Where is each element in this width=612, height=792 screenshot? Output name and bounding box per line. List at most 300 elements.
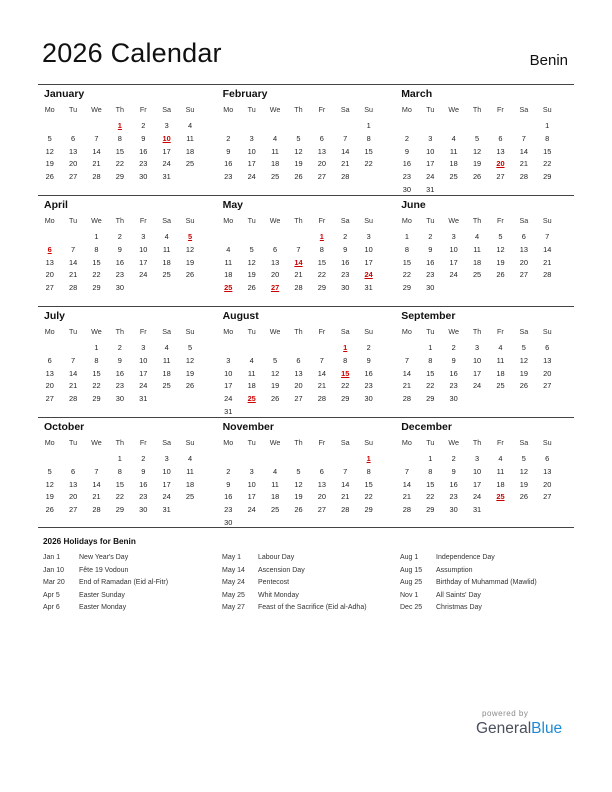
day-cell: 22 [341, 381, 350, 391]
day-cell: 10 [139, 244, 148, 254]
day-cell: 30 [341, 283, 350, 293]
empty-day-cell [512, 282, 535, 295]
day-cell: 15 [92, 368, 101, 378]
day-cell: 24 [162, 159, 171, 169]
day-cell: 6 [521, 232, 526, 241]
day-cell: 21 [519, 159, 528, 169]
holidays-column [222, 552, 367, 615]
day-cell: 30 [139, 505, 148, 515]
logo-part-blue: Blue [531, 720, 563, 737]
month-name: April [44, 199, 68, 211]
holiday-name: Assumption [436, 566, 473, 574]
day-cell: 29 [317, 283, 326, 293]
day-cell: 3 [249, 133, 254, 143]
month-days [395, 453, 559, 517]
day-cell: 3 [474, 343, 480, 352]
week-row [217, 133, 381, 146]
day-cell: 14 [519, 146, 528, 156]
day-cell: 19 [45, 492, 54, 502]
month-days [217, 231, 381, 295]
weekday-label: Su [542, 438, 552, 447]
month-days [217, 453, 381, 530]
day-cell: 25 [162, 270, 171, 280]
day-cell: 7 [94, 133, 99, 143]
month-days [395, 231, 559, 295]
day-cell: 16 [224, 492, 233, 502]
calendar-grid [38, 84, 574, 528]
day-cell: 23 [139, 159, 148, 169]
week-row [217, 380, 381, 393]
month-name: August [222, 310, 259, 322]
holiday-name: Easter Monday [79, 604, 127, 612]
day-cell: 19 [294, 492, 303, 502]
day-cell: 17 [364, 257, 373, 267]
week-row [395, 453, 559, 466]
weekday-label: Th [472, 327, 482, 336]
day-cell: 6 [319, 466, 324, 476]
day-cell: 21 [402, 381, 411, 391]
week-row [38, 257, 202, 270]
weekday-label: Su [364, 105, 374, 114]
day-cell: 7 [71, 355, 76, 365]
weekday-header [395, 327, 559, 336]
day-cell: 24 [426, 172, 435, 182]
day-cell: 7 [296, 244, 301, 254]
day-cell: 21 [92, 492, 101, 502]
day-cell: 23 [449, 492, 458, 502]
day-cell: 29 [426, 394, 435, 404]
day-cell: 12 [496, 244, 505, 254]
empty-day-cell [512, 504, 535, 517]
day-cell: 2 [428, 232, 433, 241]
day-cell: 9 [117, 244, 122, 254]
day-cell: 21 [402, 492, 411, 502]
day-cell: 13 [45, 368, 54, 378]
holiday-name: All Saints' Day [436, 591, 481, 599]
day-cell: 27 [45, 394, 54, 404]
holiday-day: 5 [187, 232, 193, 241]
day-cell: 6 [319, 133, 324, 143]
holiday-item [43, 552, 168, 565]
day-cell: 21 [317, 381, 326, 391]
day-cell: 17 [139, 368, 148, 378]
day-cell: 16 [449, 479, 458, 489]
day-cell: 3 [428, 133, 433, 143]
holiday-item [43, 565, 168, 578]
weekday-label: Su [185, 438, 195, 447]
empty-day-cell [85, 120, 108, 133]
day-cell: 12 [472, 146, 482, 156]
weekday-header [395, 105, 559, 114]
day-cell: 26 [185, 270, 195, 280]
week-row [217, 146, 381, 159]
month-days [395, 342, 559, 406]
weekday-label: Th [472, 216, 482, 225]
day-cell: 6 [273, 244, 278, 254]
day-cell: 26 [519, 381, 528, 391]
weekday-label: Su [542, 327, 552, 336]
day-cell: 29 [364, 505, 373, 515]
week-row [38, 282, 202, 295]
day-cell: 7 [319, 355, 324, 365]
day-cell: 20 [294, 381, 303, 391]
day-cell: 5 [249, 244, 254, 254]
day-cell: 1 [404, 232, 409, 241]
day-cell: 3 [474, 454, 480, 463]
day-cell: 10 [247, 479, 256, 489]
day-cell: 25 [270, 172, 280, 182]
day-cell: 9 [451, 466, 456, 476]
week-row [395, 133, 559, 146]
day-cell: 24 [247, 505, 256, 515]
weekday-label: Tu [426, 438, 435, 447]
day-cell: 20 [45, 270, 54, 280]
day-cell: 29 [426, 505, 435, 515]
week-row [395, 257, 559, 270]
day-cell: 27 [294, 394, 303, 404]
day-cell: 8 [366, 466, 371, 476]
day-cell: 21 [68, 381, 78, 391]
week-row [38, 393, 202, 406]
empty-day-cell [287, 517, 310, 530]
weekday-header [38, 105, 202, 114]
day-cell: 13 [270, 257, 280, 267]
day-cell: 12 [519, 466, 528, 476]
week-row [38, 120, 202, 133]
weekday-label: Sa [340, 438, 350, 447]
empty-day-cell [395, 342, 418, 355]
day-cell: 21 [68, 270, 78, 280]
day-cell: 1 [117, 454, 122, 463]
empty-day-cell [465, 393, 488, 406]
day-cell: 13 [45, 257, 54, 267]
weekday-label: Mo [401, 216, 412, 225]
week-row [395, 491, 559, 504]
day-cell: 11 [449, 146, 458, 156]
empty-day-cell [310, 517, 333, 530]
day-cell: 22 [426, 381, 435, 391]
day-cell: 3 [451, 232, 456, 241]
month-june [395, 196, 574, 306]
week-row [38, 479, 202, 492]
day-cell: 13 [496, 146, 505, 156]
day-cell: 23 [402, 172, 411, 182]
day-cell: 16 [224, 159, 233, 169]
day-cell: 29 [115, 505, 124, 515]
day-cell: 21 [294, 270, 303, 280]
day-cell: 29 [402, 283, 411, 293]
weekday-label: Mo [44, 216, 55, 225]
weekday-label: Th [294, 216, 303, 225]
week-row [38, 158, 202, 171]
day-cell: 6 [545, 454, 550, 463]
day-cell: 4 [451, 133, 456, 143]
day-cell: 23 [364, 381, 373, 391]
weekday-label: Fr [139, 216, 147, 225]
empty-day-cell [465, 120, 488, 133]
day-cell: 28 [317, 394, 326, 404]
day-cell: 9 [366, 355, 371, 365]
calendar-row [38, 417, 574, 528]
day-cell: 5 [187, 343, 193, 352]
logo-part-general: General [476, 720, 532, 737]
weekday-label: Th [115, 105, 125, 114]
day-cell: 30 [115, 283, 124, 293]
month-days [38, 342, 202, 406]
day-cell: 4 [498, 454, 503, 463]
holiday-item [222, 602, 367, 615]
day-cell: 30 [426, 283, 435, 293]
day-cell: 5 [498, 232, 503, 241]
day-cell: 12 [185, 244, 195, 254]
day-cell: 18 [496, 479, 505, 489]
day-cell: 20 [543, 479, 552, 489]
day-cell: 28 [68, 394, 78, 404]
day-cell: 1 [428, 343, 433, 352]
week-row [395, 342, 559, 355]
weekday-header [217, 327, 381, 336]
holiday-item [400, 565, 537, 578]
holiday-date: May 24 [222, 579, 245, 587]
holiday-name: Pentecost [258, 579, 290, 587]
day-cell: 2 [226, 133, 231, 143]
day-cell: 1 [428, 454, 433, 463]
weekday-label: Mo [44, 327, 55, 336]
holiday-name: New Year's Day [79, 554, 129, 561]
day-cell: 20 [519, 257, 528, 267]
week-row [395, 393, 559, 406]
empty-day-cell [178, 393, 201, 406]
day-cell: 15 [426, 368, 435, 378]
holiday-date: Dec 25 [400, 604, 423, 612]
month-september [395, 307, 574, 417]
holiday-name: Birthday of Muhammad (Mawlid) [436, 579, 537, 587]
page-title: 2026 Calendar [42, 38, 222, 68]
empty-day-cell [263, 406, 286, 419]
weekday-label: Tu [69, 327, 78, 336]
month-name: September [401, 310, 456, 322]
day-cell: 17 [162, 146, 171, 156]
day-cell: 23 [115, 270, 124, 280]
day-cell: 9 [451, 355, 456, 365]
day-cell: 15 [543, 146, 552, 156]
weekday-label: Sa [519, 105, 529, 114]
day-cell: 12 [519, 355, 528, 365]
day-cell: 23 [449, 381, 458, 391]
day-cell: 27 [496, 172, 505, 182]
weekday-label: Mo [223, 327, 234, 336]
week-row [395, 269, 559, 282]
day-cell: 29 [115, 172, 124, 182]
day-cell: 25 [270, 505, 280, 515]
day-cell: 7 [343, 466, 348, 476]
day-cell: 31 [162, 505, 171, 515]
day-cell: 28 [402, 394, 411, 404]
empty-day-cell [489, 120, 512, 133]
day-cell: 15 [426, 479, 435, 489]
day-cell: 20 [270, 270, 280, 280]
holiday-date: Jan 10 [43, 566, 65, 574]
empty-day-cell [38, 453, 61, 466]
day-cell: 13 [317, 479, 326, 489]
empty-day-cell [334, 453, 357, 466]
weekday-label: Th [294, 327, 303, 336]
holiday-name: Christmas Day [436, 604, 482, 612]
week-row [395, 504, 559, 517]
day-cell: 23 [115, 381, 124, 391]
day-cell: 10 [224, 368, 233, 378]
day-cell: 20 [317, 492, 326, 502]
weekday-label: Th [472, 105, 482, 114]
weekday-header [38, 216, 202, 225]
weekday-label: Mo [401, 105, 412, 114]
empty-day-cell [61, 342, 84, 355]
empty-day-cell [357, 517, 380, 530]
empty-day-cell [287, 231, 310, 244]
holiday-item [43, 577, 168, 590]
day-cell: 16 [139, 146, 148, 156]
empty-day-cell [442, 120, 465, 133]
weekday-label: Fr [318, 327, 326, 336]
empty-day-cell [419, 120, 442, 133]
day-cell: 16 [115, 368, 124, 378]
holiday-name: Whit Monday [258, 591, 299, 599]
day-cell: 13 [519, 244, 528, 254]
week-row [38, 466, 202, 479]
weekday-label: Sa [519, 216, 529, 225]
weekday-label: Fr [497, 105, 504, 114]
weekday-label: Mo [223, 105, 234, 114]
day-cell: 27 [317, 172, 326, 182]
day-cell: 26 [519, 492, 528, 502]
empty-day-cell [465, 282, 488, 295]
day-cell: 7 [94, 466, 99, 476]
day-cell: 25 [162, 381, 171, 391]
month-october [38, 418, 217, 527]
day-cell: 19 [519, 479, 528, 489]
week-row [217, 342, 381, 355]
weekday-header [217, 216, 381, 225]
day-cell: 19 [247, 270, 256, 280]
empty-day-cell [240, 406, 263, 419]
holiday-item [222, 552, 367, 565]
empty-day-cell [310, 453, 333, 466]
holiday-date: May 1 [222, 554, 242, 561]
holidays-column [400, 552, 537, 615]
weekday-label: We [269, 105, 281, 114]
day-cell: 11 [271, 146, 279, 156]
weekday-label: Fr [139, 105, 147, 114]
day-cell: 25 [449, 172, 458, 182]
empty-day-cell [512, 120, 535, 133]
day-cell: 22 [402, 270, 411, 280]
day-cell: 4 [226, 244, 231, 254]
day-cell: 30 [364, 394, 373, 404]
empty-day-cell [217, 342, 240, 355]
day-cell: 8 [117, 133, 122, 143]
day-cell: 19 [294, 159, 303, 169]
day-cell: 22 [92, 381, 101, 391]
weekday-label: Fr [497, 216, 504, 225]
day-cell: 12 [45, 479, 54, 489]
day-cell: 27 [543, 492, 552, 502]
day-cell: 4 [273, 133, 278, 143]
day-cell: 10 [449, 244, 458, 254]
day-cell: 15 [115, 479, 124, 489]
week-row [38, 146, 202, 159]
empty-day-cell [38, 342, 61, 355]
day-cell: 12 [270, 368, 280, 378]
day-cell: 27 [317, 505, 326, 515]
week-row [395, 146, 559, 159]
day-cell: 16 [426, 257, 435, 267]
day-cell: 22 [317, 270, 326, 280]
day-cell: 22 [115, 159, 124, 169]
day-cell: 14 [68, 368, 78, 378]
day-cell: 19 [472, 159, 482, 169]
empty-day-cell [357, 171, 380, 184]
day-cell: 10 [247, 146, 256, 156]
weekday-label: Sa [162, 105, 172, 114]
weekday-label: We [269, 438, 281, 447]
day-cell: 1 [366, 121, 371, 130]
calendar-row [38, 195, 574, 306]
weekday-label: Su [364, 327, 374, 336]
empty-day-cell [489, 393, 512, 406]
day-cell: 8 [343, 355, 348, 365]
empty-day-cell [85, 453, 108, 466]
day-cell: 14 [402, 479, 411, 489]
day-cell: 9 [226, 479, 231, 489]
day-cell: 18 [449, 159, 458, 169]
weekday-label: Mo [223, 216, 234, 225]
day-cell: 18 [472, 257, 482, 267]
day-cell: 2 [404, 133, 409, 143]
empty-day-cell [263, 120, 286, 133]
day-cell: 31 [364, 283, 373, 293]
weekday-label: We [91, 105, 102, 114]
day-cell: 7 [404, 355, 409, 365]
month-january [38, 85, 217, 195]
holiday-date: Apr 5 [43, 591, 60, 599]
empty-day-cell [512, 184, 535, 197]
week-row [395, 158, 559, 171]
week-row [38, 171, 202, 184]
day-cell: 21 [543, 257, 552, 267]
empty-day-cell [240, 342, 263, 355]
weekday-label: We [448, 327, 459, 336]
empty-day-cell [155, 393, 178, 406]
day-cell: 14 [341, 479, 350, 489]
holidays-title: 2026 Holidays for Benin [43, 537, 136, 546]
week-row [217, 479, 381, 492]
holiday-day: 15 [341, 368, 350, 378]
day-cell: 13 [294, 368, 303, 378]
day-cell: 27 [68, 172, 78, 182]
empty-day-cell [240, 120, 263, 133]
day-cell: 22 [364, 159, 373, 169]
weekday-label: Su [185, 327, 195, 336]
empty-day-cell [287, 453, 310, 466]
empty-day-cell [263, 342, 286, 355]
generalblue-logo [476, 720, 562, 738]
empty-day-cell [465, 184, 488, 197]
day-cell: 2 [451, 454, 456, 463]
day-cell: 14 [92, 146, 101, 156]
day-cell: 6 [47, 355, 52, 365]
day-cell: 2 [343, 232, 348, 241]
week-row [217, 491, 381, 504]
